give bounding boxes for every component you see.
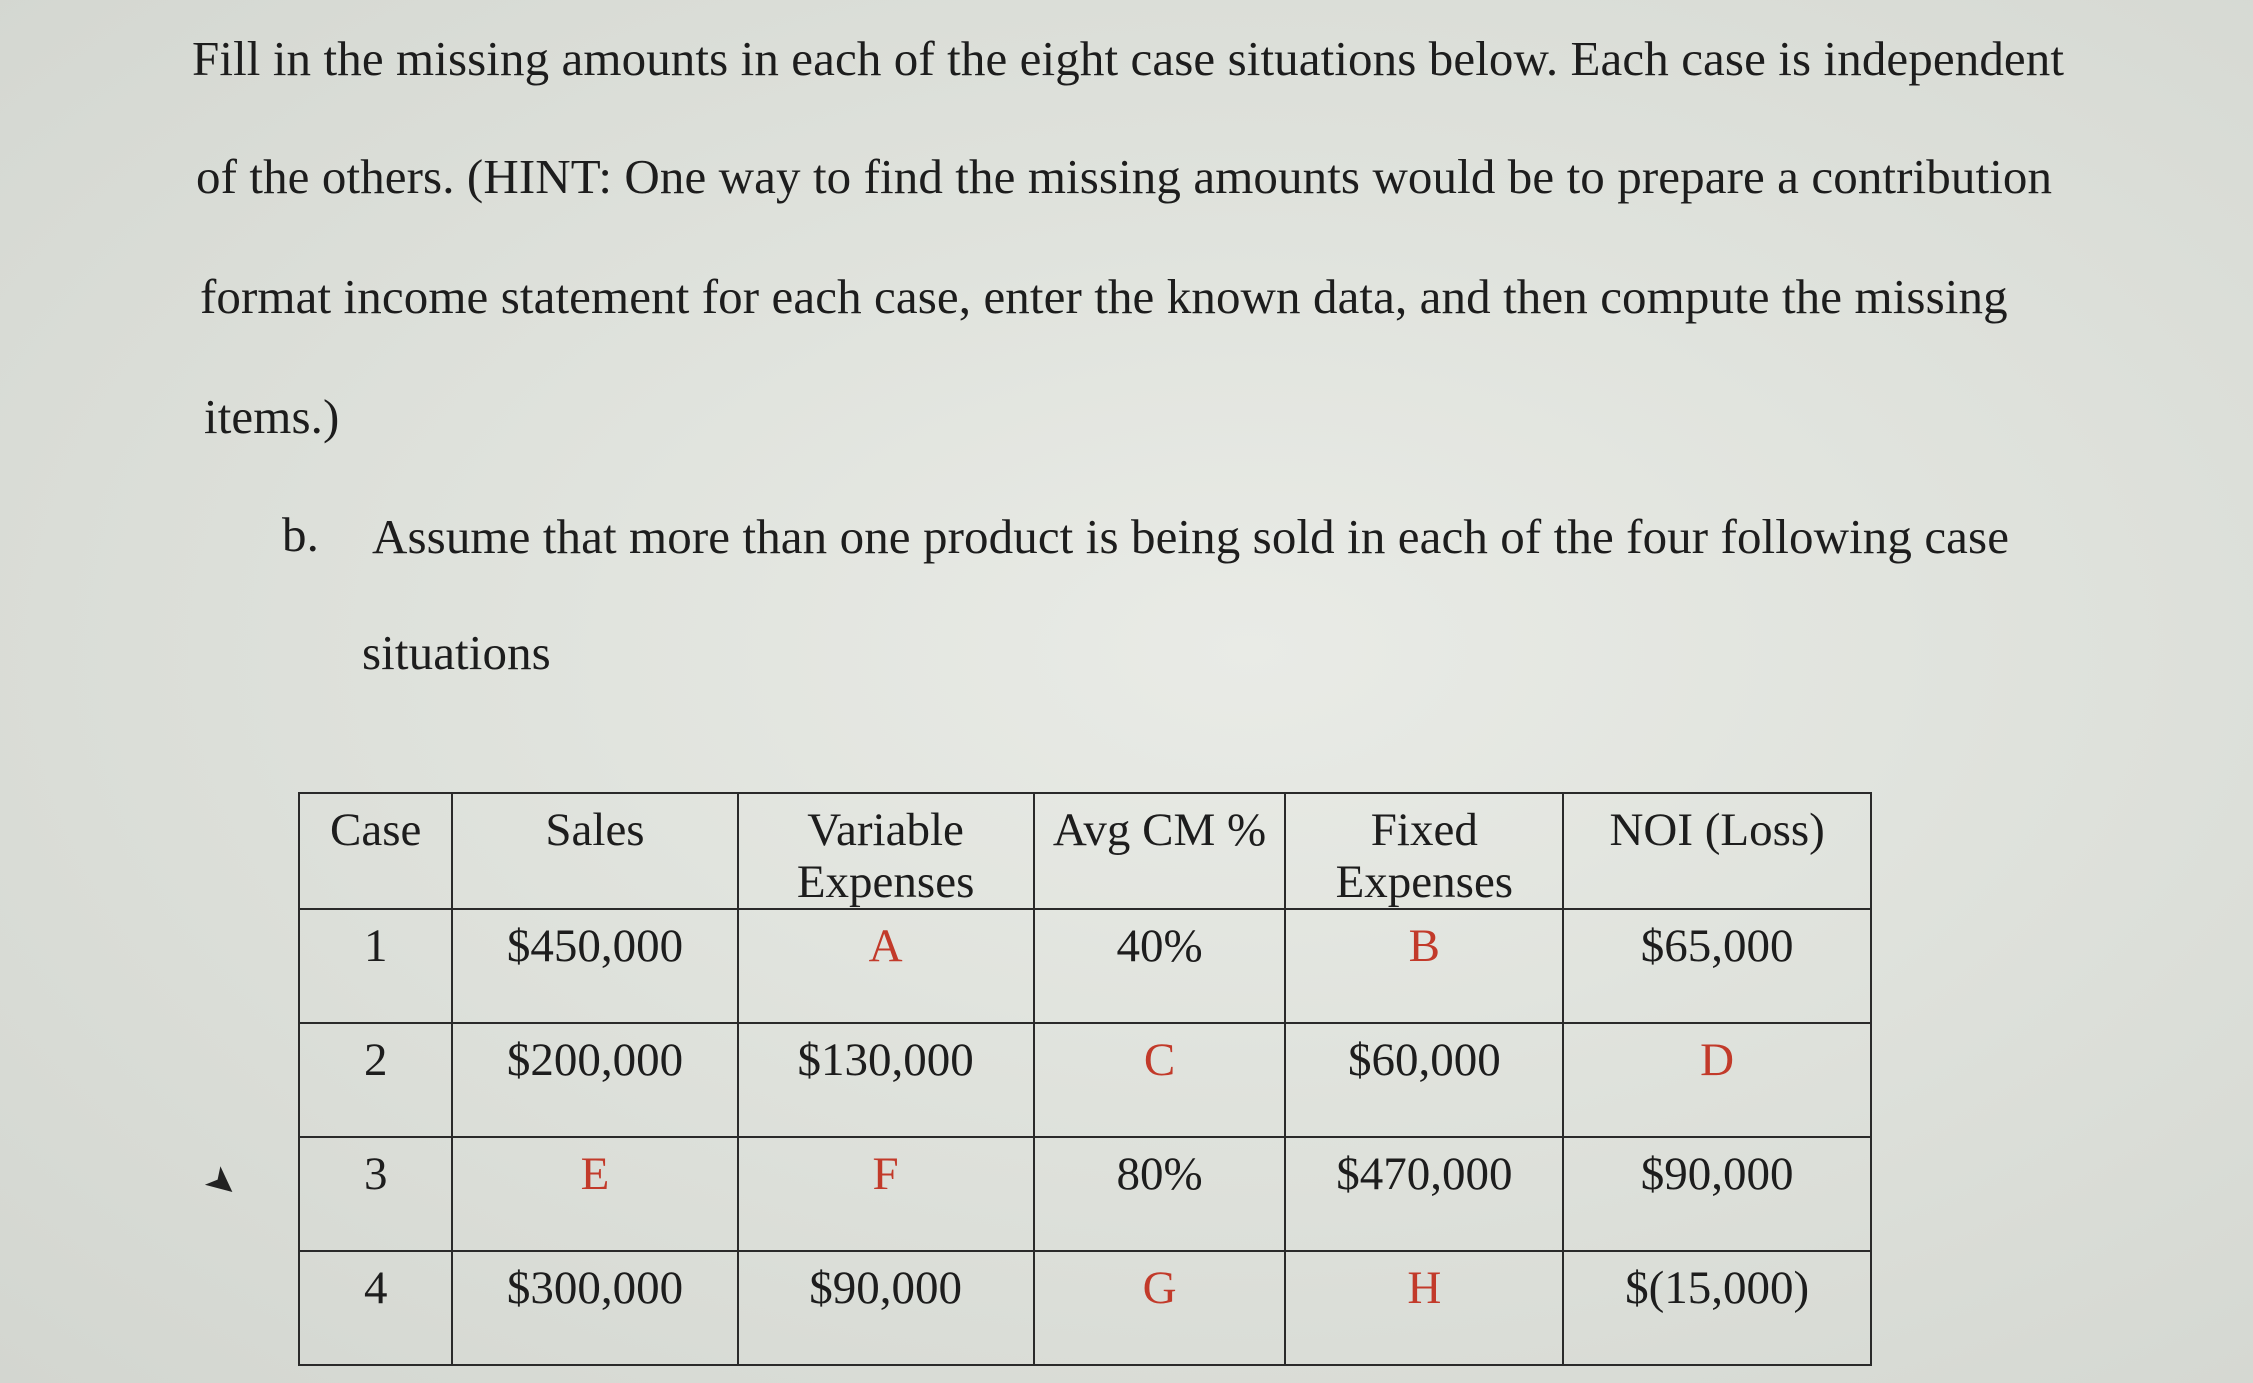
table-row <box>299 1137 1871 1251</box>
cell-fixed-expenses: H <box>1285 1251 1563 1365</box>
cell-variable-expenses: F <box>738 1137 1034 1251</box>
cell-avg-cm: G <box>1034 1251 1286 1365</box>
cell-sales: $450,000 <box>452 909 737 1023</box>
part-b-text-line-2: situations <box>362 625 551 680</box>
instruction-line-1: Fill in the missing amounts in each of the eight case situations below. Each case is independent <box>192 31 2065 86</box>
cell-noi: $65,000 <box>1563 909 1871 1023</box>
cell-avg-cm: 80% <box>1034 1137 1286 1251</box>
cell-variable-expenses: A <box>738 909 1034 1023</box>
header-variable-expenses: Variable Expenses <box>738 793 1034 909</box>
instruction-line-3: format income statement for each case, enter the known data, and then compute the missing <box>200 269 2008 324</box>
arrow-mark-icon: ➤ <box>195 1156 248 1210</box>
instruction-line-4: items.) <box>204 389 340 444</box>
cell-sales: $200,000 <box>452 1023 737 1137</box>
cell-case: 2 <box>299 1023 452 1137</box>
table-row <box>299 1023 1871 1137</box>
cell-fixed-expenses: $60,000 <box>1285 1023 1563 1137</box>
part-b-marker: b. <box>282 507 319 562</box>
cell-noi: $(15,000) <box>1563 1251 1871 1365</box>
header-sales: Sales <box>452 793 737 909</box>
part-b-text-line-1: Assume that more than one product is being sold in each of the four following case <box>372 509 2010 564</box>
cell-variable-expenses: $90,000 <box>738 1251 1034 1365</box>
cell-fixed-expenses: B <box>1285 909 1563 1023</box>
cell-case: 4 <box>299 1251 452 1365</box>
instruction-line-2: of the others. (HINT: One way to find the missing amounts would be to prepare a contribution <box>196 149 2053 204</box>
cell-avg-cm: 40% <box>1034 909 1286 1023</box>
table-row <box>299 1251 1871 1365</box>
cell-case: 1 <box>299 909 452 1023</box>
cell-sales: E <box>452 1137 737 1251</box>
cell-case: 3 <box>299 1137 452 1251</box>
table-header-row <box>299 793 1871 909</box>
header-avg-cm: Avg CM % <box>1034 793 1286 909</box>
cell-sales: $300,000 <box>452 1251 737 1365</box>
header-noi: NOI (Loss) <box>1563 793 1871 909</box>
cell-noi: $90,000 <box>1563 1137 1871 1251</box>
header-case: Case <box>299 793 452 909</box>
header-fixed-expenses: Fixed Expenses <box>1285 793 1563 909</box>
cell-avg-cm: C <box>1034 1023 1286 1137</box>
table-row <box>299 909 1871 1023</box>
cell-variable-expenses: $130,000 <box>738 1023 1034 1137</box>
cell-fixed-expenses: $470,000 <box>1285 1137 1563 1251</box>
cell-noi: D <box>1563 1023 1871 1137</box>
case-table <box>298 792 1872 1366</box>
